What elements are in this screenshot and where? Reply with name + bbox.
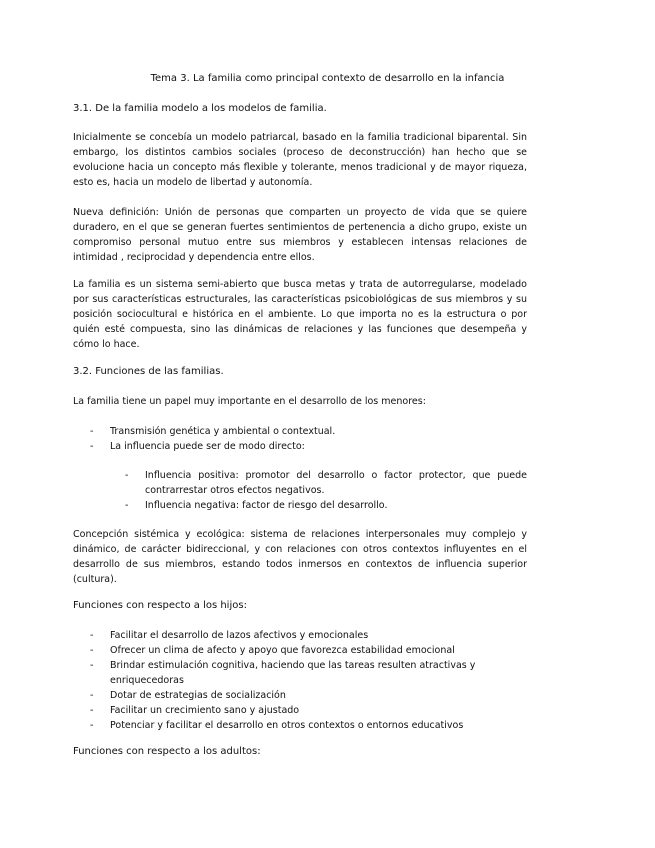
children-functions-heading: Funciones con respecto a los hijos: xyxy=(73,600,247,611)
list-item: - Facilitar el desarrollo de lazos afectivos y emocionales xyxy=(90,630,369,641)
document-title: Tema 3. La familia como principal contexto de desarrollo en la infancia xyxy=(150,73,505,84)
list-item: - Ofrecer un clima de afecto y apoyo que favorezca estabilidad emocional xyxy=(90,645,455,656)
section-heading-3-2: 3.2. Funciones de las familias. xyxy=(73,366,224,377)
list-item: - La influencia puede ser de modo directo: xyxy=(90,441,305,452)
list-item: - Influencia positiva: promotor del desarrollo o factor protector, que puede contrarrestar otros efectos negativos. xyxy=(125,470,527,496)
influence-sub-list xyxy=(125,468,527,513)
list-item: - Facilitar un crecimiento sano y ajustado xyxy=(90,705,300,716)
section-heading-3-1: 3.1. De la familia modelo a los modelos de familia. xyxy=(73,103,327,114)
adults-functions-heading: Funciones con respecto a los adultos: xyxy=(73,746,261,757)
paragraph-functions-intro: La familia tiene un papel muy importante en el desarrollo de los menores: xyxy=(73,396,426,407)
children-functions-list xyxy=(90,628,530,733)
list-item: - Transmisión genética y ambiental o contextual. xyxy=(90,426,336,437)
list-item: - Dotar de estrategias de socialización xyxy=(90,690,286,701)
paragraph-system: La familia es un sistema semi-abierto que busca metas y trata de autorregularse, modelado por sus características estructurales, las características psicobiológicas de sus miembros y su posición sociocultural e histórica en el ambiente. Lo que importa no es la estructura o por quién esté compuesta, sino las dinámicas de relaciones y las funciones que desempeña y cómo lo hace. xyxy=(73,279,527,350)
paragraph-systemic-conception: Concepción sistémica y ecológica: sistema de relaciones interpersonales muy complejo y dinámico, de carácter bidireccional, y con relaciones con otros contextos influyentes en el desarrollo de sus miembros, estando todos inmersos en contextos de influencia superior (cultura). xyxy=(73,529,527,585)
paragraph-intro: Inicialmente se concebía un modelo patriarcal, basado en la familia tradicional biparental. Sin embargo, los distintos cambios sociales (proceso de deconstrucción) han hecho que se evolucione hacia un concepto más flexible y tolerante, menos tradicional y de mayor riqueza, esto es, hacia un modelo de libertad y autonomía. xyxy=(73,132,527,188)
list-item: - Brindar estimulación cognitiva, haciendo que las tareas resulten atractivas y enriquecedoras xyxy=(90,660,476,686)
list-item: - Potenciar y facilitar el desarrollo en otros contextos o entornos educativos xyxy=(90,720,464,731)
list-item: - Influencia negativa: factor de riesgo del desarrollo. xyxy=(125,500,388,511)
paragraph-definition: Nueva definición: Unión de personas que comparten un proyecto de vida que se quiere duradero, en el que se generan fuertes sentimientos de pertenencia a dicho grupo, existe un compromiso personal mutuo entre sus miembros y establecen intensas relaciones de intimidad , reciprocidad y dependencia entre ellos. xyxy=(73,207,527,263)
functions-bullet-list xyxy=(90,424,530,454)
